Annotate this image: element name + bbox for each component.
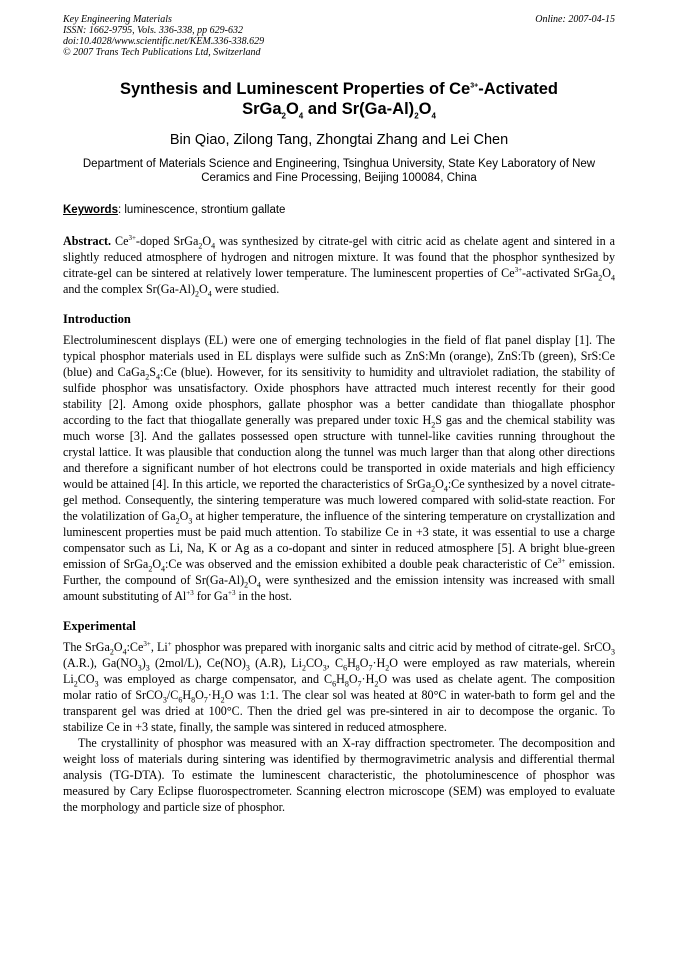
keywords-text: luminescence, strontium gallate: [121, 204, 286, 216]
online-date: Online: 2007-04-15: [535, 14, 615, 25]
author-list: Bin Qiao, Zilong Tang, Zhongtai Zhang and Lei Chen: [169, 132, 509, 148]
paper-page: [63, 14, 615, 815]
introduction-heading: Introduction: [63, 312, 131, 326]
experimental-heading: Experimental: [63, 619, 136, 633]
experimental-paragraph-2: The crystallinity of phosphor was measured with an X-ray diffraction spectrometer. The decomposition and weight loss of materials during sintering was identified by thermogravimetric analysis and differential thermal analysis (TG-DTA). To estimate the luminescent characteristic, the photoluminescence of phosphor was measured by Cary Eclipse fluorospectrometer. Scanning electron microscope (SEM) was employed to evaluate the morphology and particle size of phosphor.: [63, 736, 615, 814]
keywords: Keywords: luminescence, strontium gallate: [63, 204, 286, 216]
abstract: Abstract. $Ce^{3+}$-doped $SrGa_2O_4$ was synthesized by citrate-gel with citric acid as chelate agent and sintered in a slightly reduced atmosphere of hydrogen and nitrogen mixture. It was found that the phosphor synthesized by citrate-gel can be sintered at relatively lower temperature. The luminescent properties of $Ce^{3+}$-activated $SrGa_2O_4$ and the complex $Sr(Ga-Al)_2O_4$ were studied.: [63, 233, 616, 299]
affiliation: Department of Materials Science and Engineering, Tsinghua University, State Key Laboratory of New Ceramics and Fine Processing, Beijing 100084, China: [82, 158, 596, 184]
issn-line: ISSN: 1662-9795, Vols. 336-338, pp 629-632: [63, 25, 243, 36]
journal-name: Key Engineering Materials: [63, 14, 172, 25]
introduction-paragraph: Electroluminescent displays (EL) were one of emerging technologies in the field of flat panel display [1]. The typical phosphor materials used in EL displays were sulfide such as ZnS:Mn (orange), ZnS:Tb (green), SrS:Ce (blue) and $CaGa_2S_4:Ce$ (blue). However, for its sensitivity to humidity and ultraviolet radiation, the stability of sulfide phosphor was unsatisfactory. Oxide phosphors have attracted much interest recently for their good stability [2]. Among oxide phosphors, gallate phosphor was a better candidate than thiogallate phosphor according to the fact that thiogallate generally was prepared under toxic $H_2S$ gas and the chemical stability was much worse [3]. And the gallates possessed open structure with tunnel-like cavities running throughout the crystal lattice. It was plausible that conduction along the tunnel was much larger than that along other directions and therefore a significant number of hot electrons could be transported in oxide materials and high efficiency would be attained [4]. In this article, we reported the characteristics of $SrGa_2O_4:Ce$ synthesized by a novel citrate-gel method. Consequently, the sintering temperature was much lowered compared with solid-state reaction. For the volatilization of $Ga_2O_3$ at higher temperature, the influence of the sintering temperature on crystallization and luminescent properties must be paid much attention. To stabilize Ce in +3 state, it was essential to use a charge compensator such as Li, Na, K or Ag as a co-dopant and sinter in reduced atmosphere [5]. A bright blue-green emission of $SrGa_2O_4:Ce$ was observed and the emission exhibited a double peak characteristic of $Ce^{3+}$ emission. Further, the compound of $Sr(Ga-Al)_2O_4$ were synthesized and the emission intensity was increased with small amount substituting of $Al^{+3}$ for $Ga^{+3}$ in the host.: [63, 333, 616, 603]
paper-title: Synthesis and Luminescent Properties of $Ce^{3+}$-Activated $SrGa_2O_4$ and $Sr(Ga-Al)_2O_4$: [119, 80, 559, 121]
abstract-label: Abstract.: [63, 234, 112, 248]
doi-line: doi:10.4028/www.scientific.net/KEM.336-338.629: [63, 36, 265, 47]
copyright-line: © 2007 Trans Tech Publications Ltd, Switzerland: [63, 47, 261, 58]
keywords-label: Keywords: [63, 204, 118, 216]
journal-header: [63, 14, 615, 58]
experimental-paragraph-1: The $SrGa_2O_4:Ce^{3+}$, Li+ phosphor was prepared with inorganic salts and citric acid by method of citrate-gel. SrCO$_3$ (A.R.), $Ga(NO_3)_3$ (2mol/L), $Ce(NO)_3$ (A.R), $Li_2CO_3$, $C_6H_8O_7\cdot H_2O$ were employed as raw materials, wherein $Li_2CO_3$ was employed as charge compensator, and $C_6H_8O_7\cdot H_2O$ was used as chelate agent. The composition molar ratio of $SrCO_3/C_6H_8O_7\cdot H_2O$ was 1:1. The clear sol was heated at 80°C in water-bath to form gel and the transparent gel was dried at 100°C. Then the dried gel was pre-sintered in air to decompose the organic. To stabilize Ce in +3 state, finally, the sample was sintered in reduced atmosphere.: [63, 639, 616, 734]
